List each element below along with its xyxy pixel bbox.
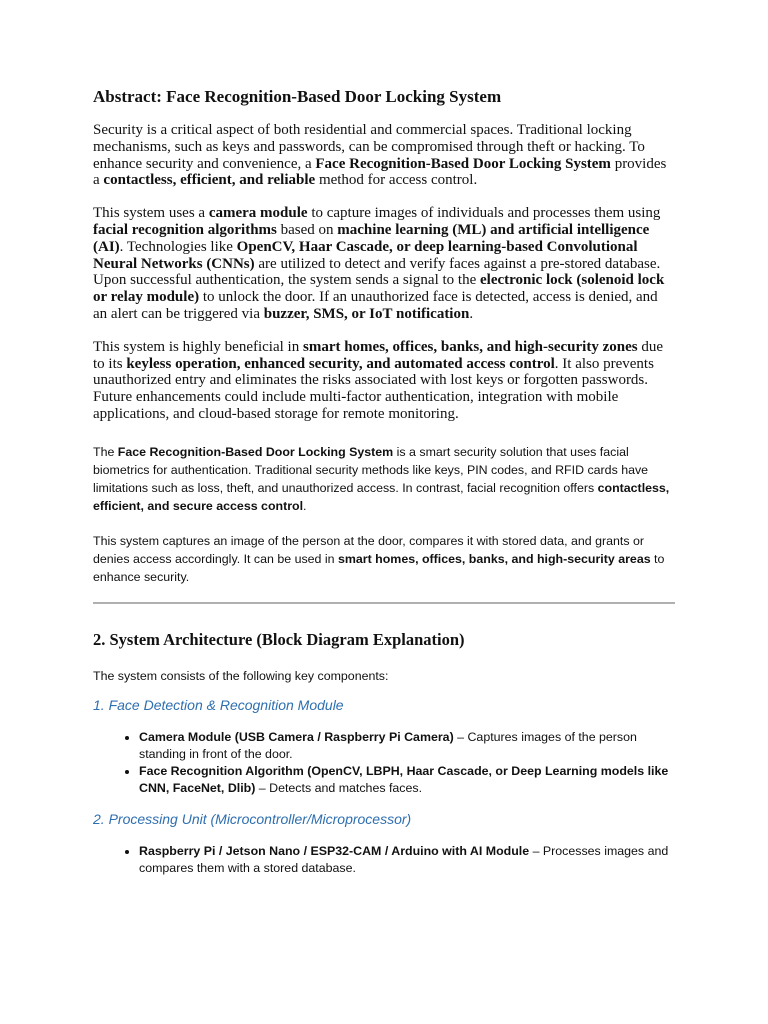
subsection-heading-processing-unit: 2. Processing Unit (Microcontroller/Microprocessor): [93, 810, 412, 827]
section-divider: [93, 602, 675, 604]
abstract-title: Abstract: Face Recognition-Based Door Locking System: [93, 87, 502, 106]
list-item: • Camera Module (USB Camera / Raspberry Pi Camera) – Captures images of the person standing in front of the door.: [139, 729, 675, 763]
document-page: [93, 86, 675, 889]
section-intro: The system consists of the following key components:: [93, 668, 389, 683]
processing-unit-list: [93, 843, 675, 877]
section-heading: 2. System Architecture (Block Diagram Explanation): [93, 629, 465, 649]
abstract-paragraph-1: Security is a critical aspect of both residential and commercial spaces. Traditional locking mechanisms, such as keys and passwords, can be compromised through theft or hacking. To enhance security and convenience, a Face Recognition-Based Door Locking System provides a contactless, efficient, and reliable method for access control.: [93, 122, 667, 189]
summary-paragraph-2: This system captures an image of the person at the door, compares it with stored data, and grants or denies access accordingly. It can be used in smart homes, offices, banks, and high-security areas to enhance security.: [93, 533, 665, 584]
list-item: • Raspberry Pi / Jetson Nano / ESP32-CAM / Arduino with AI Module – Processes images and compares them with a stored database.: [139, 843, 675, 877]
abstract-paragraph-3: This system is highly beneficial in smart homes, offices, banks, and high-security zones due to its keyless operation, enhanced security, and automated access control. It also prevents unauthorized entry and eliminates the risks associated with lost keys or forgotten passwords. Future enhancements could include multi-factor authentication, integration with mobile applications, and cloud-based storage for remote monitoring.: [93, 338, 663, 422]
subsection-heading-face-detection: 1. Face Detection & Recognition Module: [93, 696, 344, 713]
abstract-paragraph-2: This system uses a camera module to capture images of individuals and processes them using facial recognition algorithms based on machine learning (ML) and artificial intelligence (AI). Technologies like OpenCV, Haar Cascade, or deep learning-based Convolutional Neural Networks (CNNs) are utilized to detect and verify faces against a pre-stored database. Upon successful authentication, the system sends a signal to the electronic lock (solenoid lock or relay module) to unlock the door. If an unauthorized face is detected, access is denied, and an alert can be triggered via buzzer, SMS, or IoT notification.: [93, 205, 665, 322]
summary-paragraph-1: The Face Recognition-Based Door Locking System is a smart security solution that uses facial biometrics for authentication. Traditional security methods like keys, PIN codes, and RFID cards have limitations such as loss, theft, and unauthorized access. In contrast, facial recognition offers contactless, efficient, and secure access control.: [93, 444, 670, 513]
face-detection-list: [93, 729, 675, 797]
list-item: • Face Recognition Algorithm (OpenCV, LBPH, Haar Cascade, or Deep Learning models like CNN, FaceNet, Dlib) – Detects and matches faces.: [139, 763, 675, 797]
